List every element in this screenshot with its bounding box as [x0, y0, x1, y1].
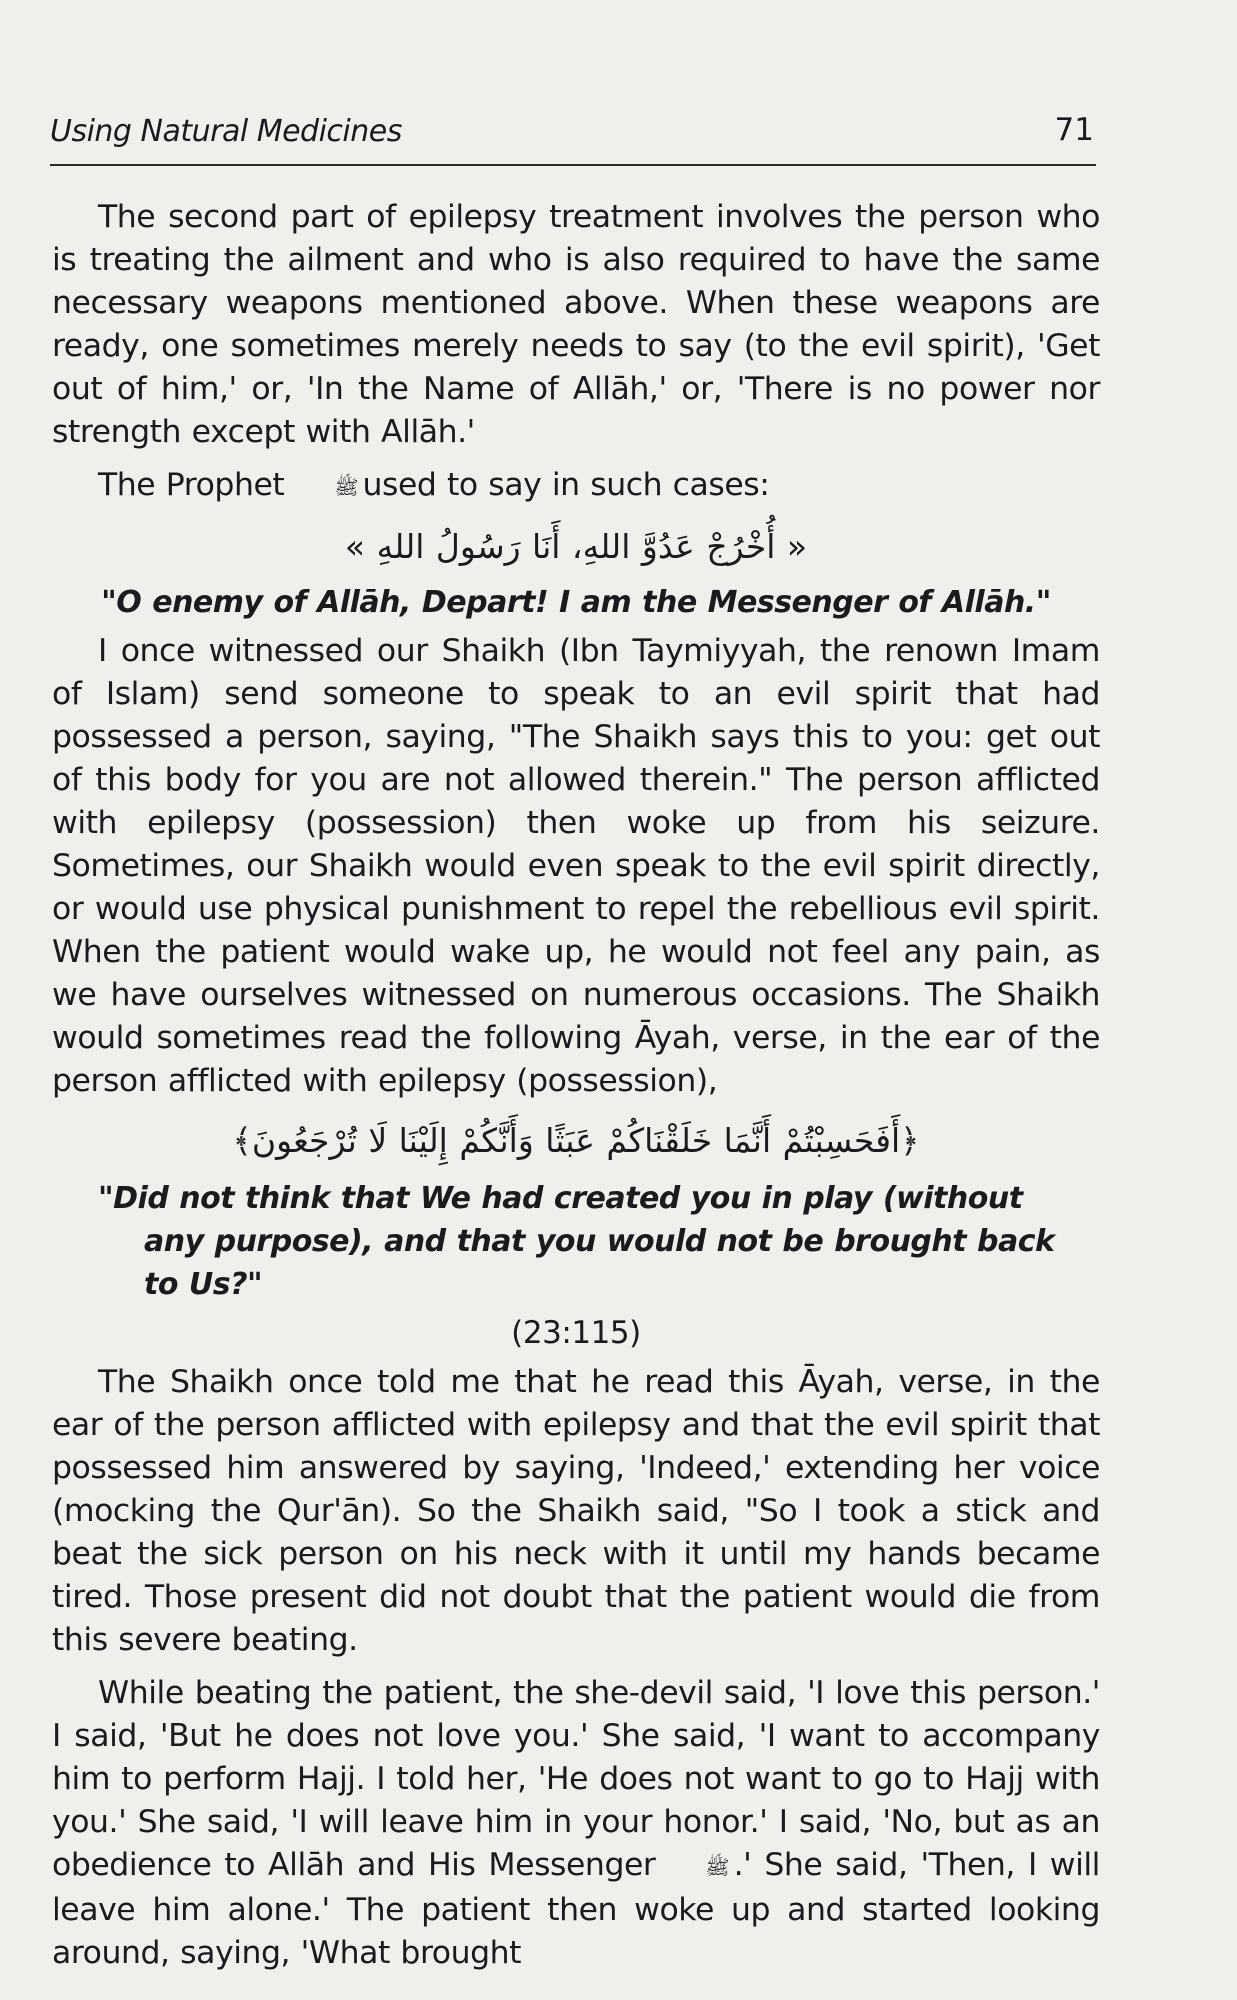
page-body	[52, 196, 1100, 1975]
paragraph-prophet-saying	[52, 464, 1100, 509]
paragraph-text: .' She said, 'Then, I will leave him alone.' The patient then woke up and started looking around, saying, 'What brought	[52, 1847, 1100, 1971]
paragraph-shaikh-told: The Shaikh once told me that he read this Āyah, verse, in the ear of the person afflicted with epilepsy and that the evil spirit that possessed him answered by saying, 'Indeed,' extending her voice (mocking the Qur'ān). So the Shaikh said, "So I took a stick and beat the sick person on his neck with it until my hands became tired. Those present did not doubt that the patient would die from this severe beating.	[52, 1364, 1100, 1658]
hadith-translation: "O enemy of Allāh, Depart! I am the Messenger of Allāh."	[101, 585, 1051, 620]
paragraph-text: While beating the patient, the she-devil said, 'I love this person.' I said, 'But he does not love you.' She said, 'I want to accompany him to perform Hajj. I told her, 'He does not want to go to Hajj with you.' She said, 'I will leave him in your honor.' I said, 'No, but as an obedience to Allāh and His Messenger	[52, 1675, 1100, 1883]
paragraph-witness: I once witnessed our Shaikh (Ibn Taymiyyah, the renown Imam of Islam) send someone to speak to an evil spirit that had possessed a person, saying, "The Shaikh says this to you: get out of this body for you are not allowed therein." The person afflicted with epilepsy (possession) then woke up from his seizure. Sometimes, our Shaikh would even speak to the evil spirit directly, or would use physical punishment to repel the rebellious evil spirit. When the patient would wake up, he would not feel any pain, as we have ourselves witnessed on numerous occasions. The Shaikh would sometimes read the following Āyah, verse, in the ear of the person afflicted with epilepsy (possession),	[52, 633, 1100, 1099]
ayah-reference: (23:115)	[511, 1315, 641, 1351]
salutation-symbol: ﷺ	[705, 1855, 730, 1879]
page-number: 71	[1054, 112, 1094, 148]
running-title: Using Natural Medicines	[50, 114, 402, 149]
ayah-arabic: ﴿أَفَحَسِبْتُمْ أَنَّمَا خَلَقْنَاكُمْ عَبَثًا وَأَنَّكُمْ إِلَيْنَا لَا تُرْجَعُونَ﴾	[232, 1121, 920, 1160]
paragraph-treatment: The second part of epilepsy treatment involves the person who is treating the ailment and who is also required to have the same necessary weapons mentioned above. When these weapons are ready, one sometimes merely needs to say (to the evil spirit), 'Get out of him,' or, 'In the Name of Allāh,' or, 'There is no power nor strength except with Allāh.'	[52, 199, 1100, 450]
hadith-arabic: « أُخْرُجْ عَدُوَّ اللهِ، أَنَا رَسُولُ اللهِ »	[344, 527, 808, 566]
paragraph-text: The Prophet	[98, 467, 285, 503]
running-header	[50, 108, 1096, 166]
paragraph-she-devil	[52, 1672, 1100, 1975]
ayah-translation: "Did not think that We had created you in play (without any purpose), and that you would not be brought back to Us?"	[98, 1181, 1055, 1302]
paragraph-text: used to say in such cases:	[362, 467, 770, 503]
salutation-symbol: ﷺ	[334, 475, 359, 499]
